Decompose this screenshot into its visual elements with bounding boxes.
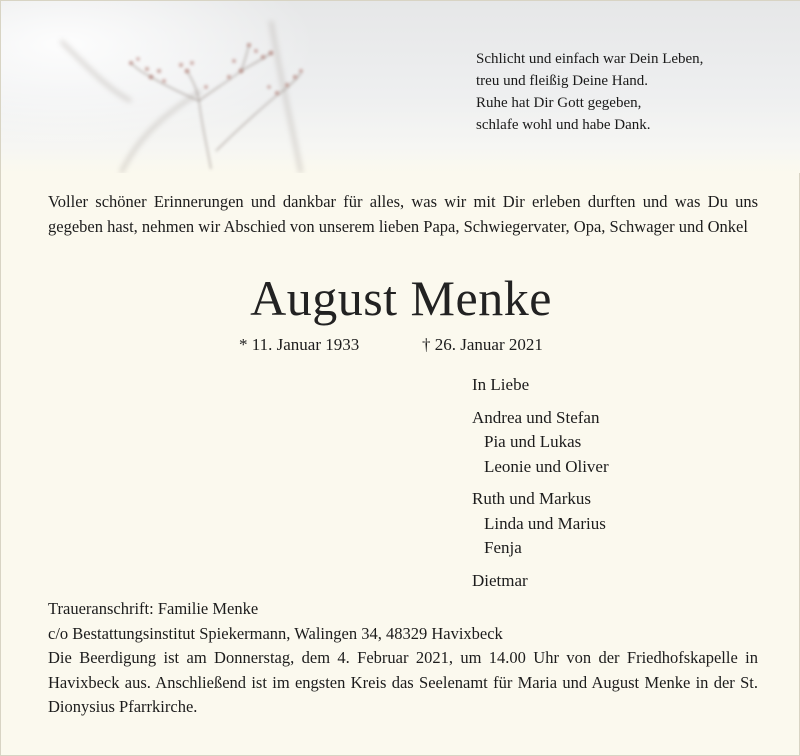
- deceased-name: August Menke: [250, 270, 552, 326]
- poem-line: schlafe wohl und habe Dank.: [476, 117, 651, 133]
- poem: [476, 48, 786, 136]
- poem-line: Schlicht und einfach war Dein Leben,: [476, 51, 704, 67]
- mourning-address-line: c/o Bestattungsinstitut Spiekermann, Walingen 34, 48329 Havixbeck: [48, 623, 503, 643]
- family-heading: In Liebe: [472, 375, 530, 394]
- family-member: Andrea und Stefan: [472, 407, 600, 427]
- family-member: Leonie und Oliver: [484, 456, 609, 476]
- family-member: Pia und Lukas: [484, 432, 582, 451]
- death-date: † 26. Januar 2021: [422, 335, 543, 354]
- birth-date: * 11. Januar 1933: [239, 335, 360, 354]
- intro-text: Voller schöner Erinnerungen und dankbar für alles, was wir mit Dir erleben durften und was Du uns gegeben hast, nehmen wir Abschied von unserem lieben Papa, Schwiegervater, Opa, Schwager und Onkel: [48, 192, 758, 236]
- header-banner: [1, 1, 800, 173]
- family-list: [472, 373, 782, 593]
- poem-line: Ruhe hat Dir Gott gegeben,: [476, 95, 642, 111]
- family-member: Linda und Marius: [484, 513, 606, 533]
- mourning-address-line: Traueranschrift: Familie Menke: [48, 599, 259, 618]
- poem-line: treu und fleißig Deine Hand.: [476, 73, 649, 89]
- footer: [48, 597, 758, 720]
- family-member: Fenja: [484, 538, 522, 557]
- family-member: Dietmar: [472, 570, 528, 590]
- family-member: Ruth und Markus: [472, 489, 591, 508]
- funeral-info: Die Beerdigung ist am Donnerstag, dem 4. Februar 2021, um 14.00 Uhr von der Friedhofskapelle in Havixbeck aus. Anschließend ist im engsten Kreis das Seelenamt für Maria und August Menke in der St. Dionysius Pfarrkirche.: [48, 648, 758, 716]
